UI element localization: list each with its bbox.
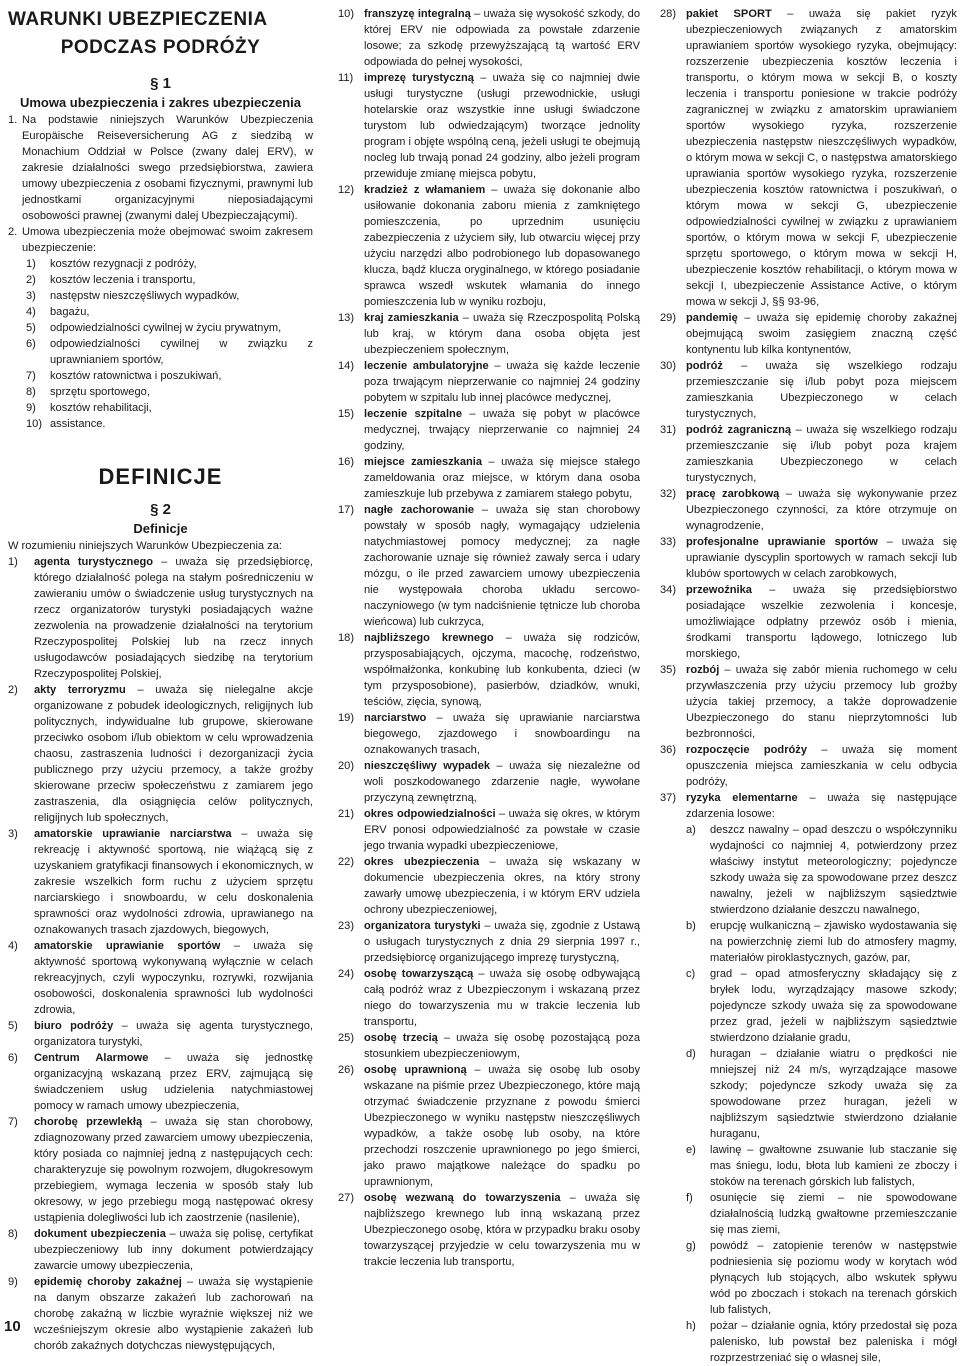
definition-term: profesjonalne uprawianie sportów [686,536,878,548]
risk-letter: e) [686,1144,696,1156]
list-text: kosztów rezygnacji z podróży, [50,258,197,270]
definition-number: 31) [660,424,677,436]
definition-number: 21) [338,808,355,820]
definition-item [338,70,640,182]
definition-term: amatorskie uprawianie sportów [34,940,221,952]
definition-text: – uważa się niezależne od woli poszkodowanego zdarzenie nagłe, wywołane przyczyną zewnętrzną, [364,760,640,804]
definition-item [338,966,640,1030]
risk-letter: f) [686,1192,693,1204]
definition-number: 20) [338,760,355,772]
definition-item [660,358,957,422]
elementary-risk-item [686,822,957,918]
definition-term: narciarstwo [364,712,427,724]
definition-text: – uważa się wystąpienie na danym obszarze zakażeń lub zachorowań na chorobę zakaźną w liczbie wyraźnie większej niż we wcześniejszym okresie albo wystąpienie zakażeń lub chorób zakaźnych dotychczas niewystępujących, [34,1276,313,1352]
definition-number: 10) [338,8,355,20]
definition-number: 1) [8,556,18,568]
definition-item [660,742,957,790]
definition-text: – uważa się osobę odbywającą całą podróż wraz z Ubezpieczonym i wskazaną przez niego do towarzyszenia mu w trakcie leczenia lub transportu, [364,968,640,1028]
list-number: 7) [26,370,36,382]
list-text: kosztów rehabilitacji, [50,402,152,414]
definition-body [364,966,640,1030]
paragraph-2 [8,224,313,256]
definition-item [338,758,640,806]
definition-number: 35) [660,664,677,676]
definition-number: 22) [338,856,355,868]
coverage-list-item [26,288,313,304]
definition-text: – uważa się wszelkiego rodzaju przemieszczanie się i/lub pobyt poza miejscem zamieszkania Ubezpieczonego w celach turystycznych, [686,360,957,420]
definition-body [364,1190,640,1270]
definition-item [8,1274,313,1354]
definition-body [364,358,640,406]
coverage-list-item [26,384,313,400]
definition-term: imprezę turystyczną [364,72,474,84]
definition-number: 23) [338,920,355,932]
definition-item [338,630,640,710]
definition-item [660,662,957,742]
elementary-risk-item [686,1238,957,1318]
definition-text: – uważa się miejsce stałego zameldowania oraz miejsce, w którym dana osoba zamieszkuje lub przebywa z zamiarem stałego pobytu, [364,456,640,500]
definition-text: – uważa się jednostkę organizacyjną wskazaną przez ERV, zajmującą się świadczeniem usług udzielenia natychmiastowej pomocy w ramach umowy ubezpieczenia, [34,1052,313,1112]
definition-text: – uważa się przedsiębiorstwo posiadające wszelkie zezwolenia i koncesje, umożliwiające odpłatny przewóz osób i mienia, środkami transportu lądowego, lotniczego lub morskiego, [686,584,957,660]
definition-number: 17) [338,504,355,516]
coverage-list-item [26,416,313,432]
risk-text: powódź – zatopienie terenów w następstwie podniesienia się poziomu wody w korytach wód płynących lub stojących, albo wskutek spływu wód po zboczach i stokach na terenach górskich lub falistych, [710,1240,957,1316]
definition-number: 36) [660,744,677,756]
definition-term: przewoźnika [686,584,752,596]
list-number: 4) [26,306,36,318]
definition-term: biuro podróży [34,1020,114,1032]
definition-text: – uważa się aktywność sportową wykonywaną wyłącznie w celach rekreacyjnych, czyli wypoczynku, rozrywki, rozwijania osobowości, doskonalenia sprawności lub wydolności zdrowia, [34,940,313,1016]
definition-body [364,1062,640,1190]
definition-body [34,826,313,938]
definition-item [338,710,640,758]
risk-text: grad – opad atmosferyczny składający się z bryłek lodu, wyrządzający masowe szkody; pojedyncze szkody uważa się za spowodowane przez grad, jeżeli w najbliższym sąsiedztwie stwierdzono działanie gradu, [710,968,957,1044]
elementary-risk-item [686,1318,957,1366]
definition-text: – uważa się uprawianie dyscyplin sportowych w ramach sekcji lub klubów sportowych w celach zarobkowych, [686,536,957,580]
coverage-list-item [26,304,313,320]
definition-number: 34) [660,584,677,596]
definition-term: okres ubezpieczenia [364,856,480,868]
elementary-risk-item [686,1142,957,1190]
definition-item [660,486,957,534]
definition-body [364,70,640,182]
list-number: 9) [26,402,36,414]
definition-item [338,358,640,406]
definition-item [338,454,640,502]
definitions-list-part-1 [8,554,313,1354]
definitions-list-part-3 [660,6,957,822]
definition-number: 14) [338,360,355,372]
definition-term: rozpoczęcie podróży [686,744,808,756]
definition-number: 2) [8,684,18,696]
risk-letter: b) [686,920,696,932]
definition-term: amatorskie uprawianie narciarstwa [34,828,232,840]
definition-body [364,918,640,966]
document-title-line-1: WARUNKI UBEZPIECZENIA [8,9,268,30]
definition-text: – uważa się stan chorobowy powstały w sposób nagły, wymagający udzielenia natychmiastowej pomocy medycznej; za nagłe zachorowanie uznaje się również zawały serca i udary mózgu, o ile przed zawarciem umowy ubezpieczenia nie występowała choroba układu sercowo-naczyniowego (w tym nadciśnienie tętnicze lub choroba wieńcowa) lub cukrzyca, [364,504,640,628]
definition-text: – uważa się moment opuszczenia miejsca zamieszkania w celu odbycia podróży, [686,744,957,788]
definition-item [8,1018,313,1050]
definition-text: – uważa się nielegalne akcje organizowane z pobudek ideologicznych, religijnych lub politycznych, indywidualne lub grupowe, skierowane przeciwko osobom i/lub obiektom w celu wprowadzenia chaosu, zastraszenia ludności i dezorganizacji życia publicznego przy użyciu przemocy, a także groźby skierowane przeciw społeczeństwu z zamiarem jego zastraszenia, dla osiągnięcia celów politycznych, religijnych lub społecznych, [34,684,313,824]
definition-item [338,310,640,358]
definition-text: – uważa się rodziców, przysposabiających, ojczyma, macochę, rodzeństwo, współmałżonka, konkubinę lub konkubenta, dzieci (w tym przysposobione), pasierbów, dziadków, wnuki, teściów, zięcia, synową, [364,632,641,708]
risk-letter: d) [686,1048,696,1060]
definition-number: 11) [338,72,354,84]
definition-body [686,358,957,422]
definition-text: – uważa się następujące zdarzenia losowe: [686,792,957,820]
definition-number: 32) [660,488,677,500]
list-text: kosztów leczenia i transportu, [50,274,196,286]
definition-number: 26) [338,1064,355,1076]
definitions-list-part-2 [338,6,640,1270]
definition-item [660,422,957,486]
definition-body [34,1050,313,1114]
coverage-list-item [26,368,313,384]
definition-body [686,534,957,582]
coverage-list-item [26,400,313,416]
definition-number: 13) [338,312,355,324]
definition-item [8,1114,313,1226]
definition-text: – uważa się wykonywanie przez Ubezpieczonego czynności, za które otrzymuje on wynagrodzenie, [686,488,957,532]
definition-term: kradzież z włamaniem [364,184,486,196]
definition-term: epidemię choroby zakaźnej [34,1276,182,1288]
list-number: 3) [26,290,36,302]
definition-body [686,662,957,742]
definition-body [364,406,640,454]
elementary-risk-item [686,918,957,966]
list-text: kosztów ratownictwa i poszukiwań, [50,370,222,382]
definition-item [660,534,957,582]
definition-text: – uważa się każde leczenie poza trwającym nieprzerwanie co najmniej 24 godziny pobytem w szpitalu lub innej placówce medycznej, [364,360,641,404]
definition-number: 6) [8,1052,18,1064]
definition-number: 7) [8,1116,18,1128]
definition-item [660,582,957,662]
definition-term: Centrum Alarmowe [34,1052,149,1064]
definition-item [8,1226,313,1274]
section-2-mark: § 2 [150,501,171,518]
definition-body [686,486,957,534]
definition-text: – uważa się osobę lub osoby wskazane na piśmie przez Ubezpieczonego, które mają otrzymać świadczenie przyznane z powodu śmierci Ubezpieczonego w wyniku następstw nieszczęśliwych wypadków, a także osobę lub osoby, na które przechodzi roszczenie uprawnionego po jego śmierci, jako prawo majątkowe należące do spadku po uprawnionym, [364,1064,640,1188]
page-number: 10 [4,1318,21,1335]
definition-body [686,422,957,486]
risk-text: erupcję wulkaniczną – zjawisko wydostawania się na powierzchnię ziemi lub do atmosfery magmy, materiałów piroklastycznych, gazów, par, [710,920,957,964]
definition-term: rozbój [686,664,720,676]
paragraph-number: 1. [8,114,18,126]
definition-item [338,1030,640,1062]
section-1-title: Umowa ubezpieczenia i zakres ubezpieczenia [19,95,302,110]
definition-text: – uważa się agenta turystycznego, organizatora turystyki, [34,1020,313,1048]
definition-text: – uważa się stan chorobowy, zdiagnozowany przed zawarciem umowy ubezpieczenia, który posiada co najmniej jedną z następujących cech: charakteryzuje się powolnym rozwojem, długokresowym przebiegiem, wymaga leczenia w sposób stały lub okresowy, w jego przebiegu mogą następować okresy ustąpienia dolegliwości lub ich zaostrzenie (nasilenie), [34,1116,313,1224]
paragraph-text: Umowa ubezpieczenia może obejmować swoim zakresem ubezpieczenie: [22,226,313,254]
definition-text: – uważa się okres, w którym ERV ponosi odpowiedzialność za powstałe w czasie jego trwania wypadki ubezpieczeniowe, [364,808,640,852]
definition-body [34,682,313,826]
definition-item [338,918,640,966]
definition-body [686,310,957,358]
definition-term: chorobę przewlekłą [34,1116,143,1128]
definition-body [34,1018,313,1050]
risk-letter: c) [686,968,696,980]
coverage-list [26,256,313,432]
definition-number: 30) [660,360,677,372]
definition-number: 28) [660,8,677,20]
definition-text: – uważa się wszelkiego rodzaju przemieszczanie się i/lub pobyt poza krajem zamieszkania Ubezpieczonego w celach turystycznych, [686,424,957,484]
definition-term: franszyzę integralną [364,8,471,20]
definition-term: nagłe zachorowanie [364,504,475,516]
definition-body [34,1274,313,1354]
column-1 [8,6,313,1354]
definition-body [364,630,640,710]
definition-body [364,854,640,918]
list-number: 1) [26,258,36,270]
definition-term: ryzyka elementarne [686,792,798,804]
definition-term: podróż [686,360,723,372]
definition-body [364,6,640,70]
definition-body [34,1114,313,1226]
definition-item [338,1190,640,1270]
paragraph-1 [8,112,313,224]
definition-number: 33) [660,536,677,548]
definition-term: najbliższego krewnego [364,632,494,644]
document-title-line-2: PODCZAS PODRÓŻY [60,37,261,58]
definition-item [338,1062,640,1190]
definition-term: miejsce zamieszkania [364,456,483,468]
definition-number: 24) [338,968,355,980]
definition-term: organizatora turystyki [364,920,481,932]
definition-text: – uważa się uprawianie narciarstwa biegowego, zjazdowego i snowboardingu na oznakowanych trasach, [364,712,640,756]
definition-item [660,790,957,822]
definition-item [8,938,313,1018]
definition-text: – uważa się wysokość szkody, do której ERV nie odpowiada za powstałe zdarzenie losowe; za szkodę przewyższającą tą wartość ERV odpowiada do pełnej wysokości, [364,8,640,68]
definition-body [364,454,640,502]
definition-number: 12) [338,184,355,196]
list-number: 8) [26,386,36,398]
definition-item [8,1050,313,1114]
definition-term: agenta turystycznego [34,556,154,568]
definition-number: 4) [8,940,18,952]
column-3 [660,6,957,1366]
risk-letter: g) [686,1240,696,1252]
definition-number: 3) [8,828,18,840]
list-text: assistance. [50,418,106,430]
definition-item [338,182,640,310]
definition-text: – uważa się dokonanie albo usiłowanie dokonania zaboru mienia z zamkniętego pomieszczenia, po uprzednim usunięciu zabezpieczenia z użyciem siły, lub otwarciu więcej przy użyciu narzędzi albo podrobionego lub dopasowanego klucza, bądź klucza oryginalnego, w którego posiadanie sprawca wszedł wskutek włamania do innego pomieszczenia lub w wyniku rozboju, [364,184,640,308]
coverage-list-item [26,336,313,368]
definition-number: 29) [660,312,677,324]
definition-number: 19) [338,712,355,724]
risk-text: osunięcie się ziemi – nie spowodowane działalnością ludzką gwałtowne przemieszczanie się mas ziemi, [710,1192,957,1236]
definition-term: dokument ubezpieczenia [34,1228,166,1240]
coverage-list-item [26,272,313,288]
definition-body [686,790,957,822]
definition-body [364,310,640,358]
definition-item [338,406,640,454]
definition-body [34,554,313,682]
definition-item [338,854,640,918]
definition-body [364,806,640,854]
definition-text: – uważa się pakiet ryzyk ubezpieczeniowych związanych z amatorskim uprawianiem sportów wysokiego ryzyka, obejmujący: rozszerzenie ubezpieczenia kosztów leczenia i transportu, o którym mowa w sekcji B, o koszty leczenia i transportu poniesione w trakcie podróży zagranicznej w związku z amatorskim uprawianiem sportów wysokiego ryzyka, rozszerzenie ubezpieczenia następstw nieszczęśliwych wypadków, o którym mowa w sekcji C, o następstwa amatorskiego uprawiania sportów wysokiego ryzyka, rozszerzenie ubezpieczenia kosztów ratownictwa i poszukiwań, o którym mowa w sekcji G, ubezpieczenie odpowiedzialności cywilnej w związku z uprawianiem sportów, o którym mowa w sekcji F, ubezpieczenie sprzętu sportowego, o którym mowa w sekcji H, ubezpieczenie kosztów rehabilitacji, o którym mowa w sekcji I, ubezpieczenie Assistance Active, o którym mowa w sekcji J, §§ 93-96, [686,8,957,308]
definition-term: pakiet SPORT [686,8,772,20]
definitions-intro: W rozumieniu niniejszych Warunków Ubezpieczenia za: [8,540,282,552]
definition-item [338,502,640,630]
list-number: 2) [26,274,36,286]
coverage-list-item [26,256,313,272]
definition-body [686,6,957,310]
definition-item [660,6,957,310]
definition-number: 9) [8,1276,18,1288]
definition-term: osobę wezwaną do towarzyszenia [364,1192,561,1204]
definition-text: – uważa się najbliższego krewnego lub inną wskazaną przez Ubezpieczonego osobę, która w przypadku braku osoby towarzyszącej przyjedzie w celu towarzyszenia mu w trakcie leczenia lub transportu, [364,1192,641,1268]
elementary-risk-item [686,1046,957,1142]
definition-term: akty terroryzmu [34,684,126,696]
risk-text: lawinę – gwałtowne zsuwanie lub staczanie się mas śniegu, lodu, błota lub kamieni ze zboczy i stoków na terenach górskich lub falistych, [710,1144,957,1188]
definition-item [8,826,313,938]
definition-body [364,758,640,806]
definition-text: – uważa się, zgodnie z Ustawą o usługach turystycznych z dnia 29 sierpnia 1997 r., przedsiębiorcę organizującego imprezę turystyczną, [364,920,640,964]
definition-term: pracę zarobkową [686,488,780,500]
definition-body [364,182,640,310]
definition-number: 18) [338,632,355,644]
definition-term: leczenie szpitalne [364,408,462,420]
definition-text: – uważa się Rzeczpospolitą Polską lub kraj, w którym dana osoba objęta jest ubezpieczeniem społecznym, [364,312,641,356]
list-text: odpowiedzialności cywilnej w związku z uprawnianiem sportów, [50,338,313,366]
coverage-list-item [26,320,313,336]
definition-text: – uważa się epidemię choroby zakaźnej obejmującą swoim zasięgiem znaczną część kontynentu lub kilka kontynentów, [686,312,957,356]
definition-item [8,682,313,826]
definition-body [34,938,313,1018]
definition-body [364,502,640,630]
risk-text: huragan – działanie wiatru o prędkości nie mniejszej niż 24 m/s, wyrządzające masowe szkody; pojedyncze szkody uważa się za spowodowane przez huragan, jeżeli w najbliższym sąsiedztwie stwierdzono działanie huraganu, [710,1048,957,1140]
list-text: następstw nieszczęśliwych wypadków, [50,290,240,302]
column-2 [338,6,640,1270]
definition-text: – uważa się przedsiębiorcę, którego działalność polega na stałym pośredniczeniu w zawieraniu umów o świadczenie usług turystycznych na rzecz organizatorów turystyki posiadających ważne zezwolenia na prowadzenie działalności na terytorium Rzeczypospolitej Polskiej lub na rzecz innych usługodawców posiadających siedzibę na terytorium Rzeczypospolitej Polskiej, [34,556,313,680]
definition-number: 15) [338,408,355,420]
list-text: odpowiedzialności cywilnej w życiu prywatnym, [50,322,282,334]
elementary-risk-item [686,966,957,1046]
list-number: 10) [26,418,43,430]
section-1-mark: § 1 [150,75,171,92]
definition-term: nieszczęśliwy wypadek [364,760,491,772]
definition-item [660,310,957,358]
elementary-risk-item [686,1190,957,1238]
definition-number: 16) [338,456,355,468]
paragraph-number: 2. [8,226,18,238]
list-text: bagażu, [50,306,90,318]
definition-term: osobę trzecią [364,1032,438,1044]
definition-term: pandemię [686,312,738,324]
risk-text: deszcz nawalny – opad deszczu o współczynniku wydajności co najmniej 4, potwierdzony przez właściwy instytut meteorologiczny; pojedyncze szkody uważa się za spowodowane przez deszcz nawalny, jeżeli w najbliższym sąsiedztwie stwierdzono działanie deszczu nawalnego, [710,824,957,916]
definitions-heading: DEFINICJE [98,464,223,489]
definition-term: osobę uprawnioną [364,1064,467,1076]
section-2-title: Definicje [133,521,188,536]
definition-number: 27) [338,1192,355,1204]
risk-text: pożar – działanie ognia, który przedostał się poza palenisko, lub powstał bez paleniska i mógł rozprzestrzeniać się o własnej sile, [710,1320,957,1364]
definition-number: 5) [8,1020,18,1032]
definition-text: – uważa się rekreację i aktywność sportową, nie wiążącą się z uzyskaniem gratyfikacji finansowych i ekonomicznych, w zakresie wszelkich form ruchu z użyciem sprzętu narciarskiego i snowboardu, w celu doskonalenia sprawności oraz wydolności zdrowia, uprawianego na oznakowanych trasach zjazdowych, biegowych, [34,828,313,936]
definition-body [686,582,957,662]
definition-text: – uważa się polisę, certyfikat ubezpieczeniowy lub inny dokument potwierdzający zawarcie umowy ubezpieczenia, [34,1228,313,1272]
definition-number: 37) [660,792,677,804]
paragraph-text: Na podstawie niniejszych Warunków Ubezpieczenia Europäische Reiseversicherung AG z siedzibą w Monachium Oddział w Polsce (zwany dalej ERV), w zakresie działalności swego przedsiębiorstwa, zawiera umowy ubezpieczenia z osobami fizycznymi, prawnymi lub jednostkami organizacyjnymi nieposiadającymi osobowości prawnej (zwanymi dalej Ubezpieczającymi). [22,114,313,222]
definition-term: osobę towarzyszącą [364,968,474,980]
definition-term: okres odpowiedzialności [364,808,496,820]
definition-body [364,710,640,758]
definition-text: – uważa się osobę pozostającą poza stosunkiem ubezpieczeniowym, [364,1032,640,1060]
list-number: 6) [26,338,36,350]
definition-item [8,554,313,682]
definition-item [338,806,640,854]
risk-letter: h) [686,1320,696,1332]
elementary-risks-list [660,822,957,1366]
definition-body [364,1030,640,1062]
definition-term: kraj zamieszkania [364,312,459,324]
definition-text: – uważa się wskazany w dokumencie ubezpieczenia okres, na który strony zawarły umowę ubezpieczenia, i w którym ERV udziela ochrony ubezpieczeniowej, [364,856,640,916]
list-number: 5) [26,322,36,334]
definition-number: 8) [8,1228,18,1240]
definition-term: podróż zagraniczną [686,424,792,436]
definition-body [34,1226,313,1274]
definition-item [338,6,640,70]
definition-text: – uważa się co najmniej dwie usługi turystyczne (usługi przewodnickie, usługi hotelarskie oraz wszystkie inne usługi świadczone turystom lub odwiedzającym) tworzące jednolity program i objęte wspólną ceną, jeżeli usługi te obejmują nocleg lub trwają ponad 24 godziny, albo jeżeli program przewiduje zmianę miejsca pobytu, [364,72,640,180]
definition-body [686,742,957,790]
definition-number: 25) [338,1032,355,1044]
list-text: sprzętu sportowego, [50,386,150,398]
risk-letter: a) [686,824,696,836]
definition-term: leczenie ambulatoryjne [364,360,489,372]
definition-text: – uważa się pobyt w placówce medycznej, trwający nieprzerwanie co najmniej 24 godziny, [364,408,640,452]
definition-text: – uważa się zabór mienia ruchomego w celu przywłaszczenia przy użyciu przemocy lub groźby użycia takiej przemocy, a także doprowadzenie Ubezpieczonego do stanu nieprzytomności lub bezbronności, [686,664,957,740]
